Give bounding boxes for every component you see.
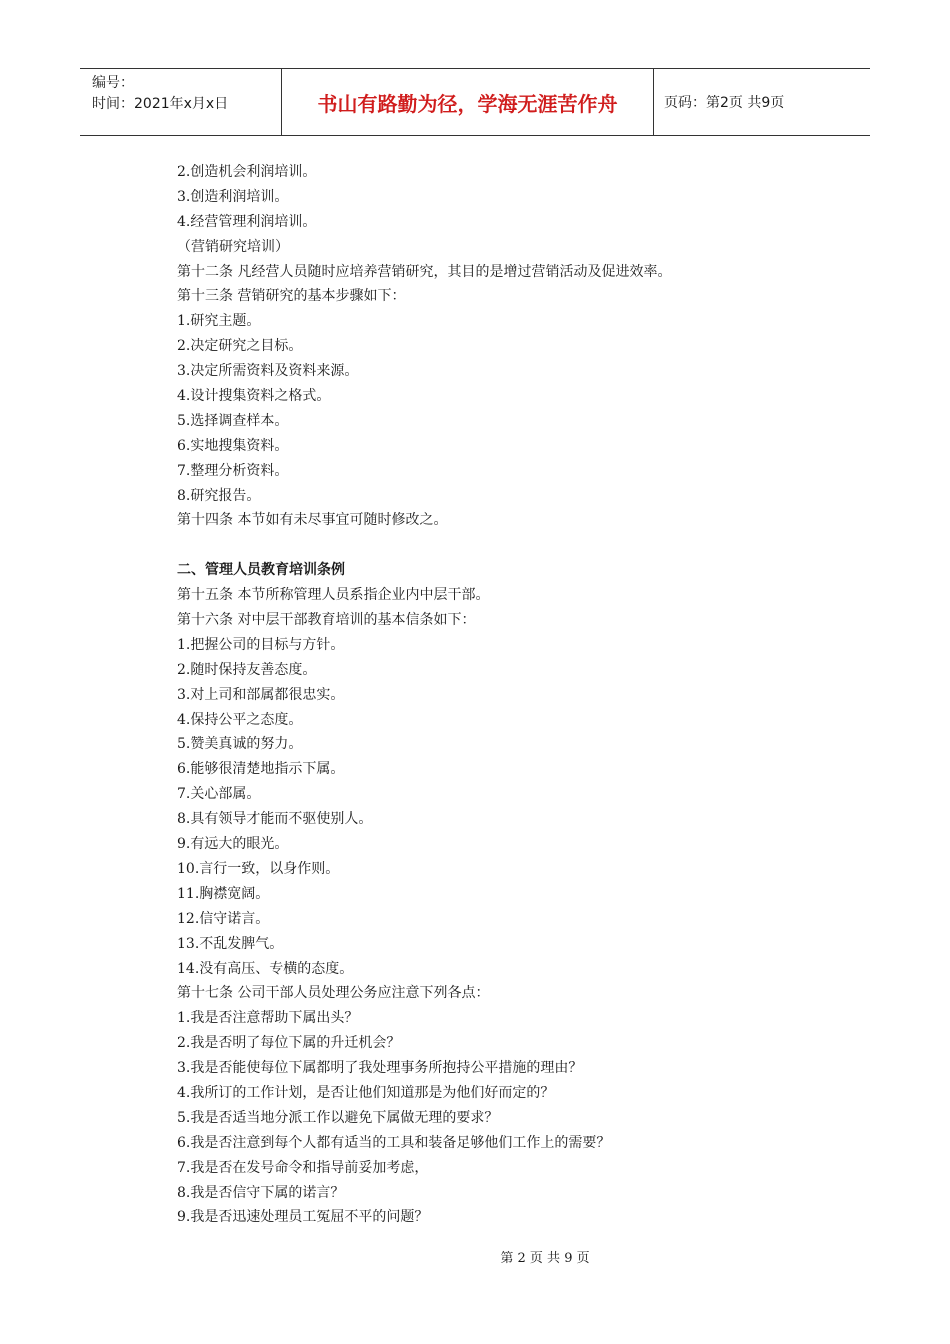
- body-line: 第十六条 对中层干部教育培训的基本信条如下：: [177, 612, 476, 629]
- body-line: 5.我是否适当地分派工作以避免下属做无理的要求？: [177, 1109, 499, 1126]
- body-line: 11.胸襟宽阔。: [177, 885, 270, 902]
- document-header: [80, 68, 870, 136]
- body-line: （营销研究培训）: [177, 238, 289, 255]
- body-line: 10.言行一致，以身作则。: [177, 860, 340, 877]
- document-body: [177, 160, 877, 1230]
- body-line: 2.我是否明了每位下属的升迁机会？: [177, 1035, 401, 1052]
- document-number-label: 编号：: [92, 75, 134, 91]
- body-line: 6.实地搜集资料。: [177, 437, 289, 454]
- header-page-info: 页码：第2页 共9页: [664, 95, 785, 111]
- body-line: 第十二条 凡经营人员随时应培养营销研究，其目的是增过营销活动及促进效率。: [177, 263, 672, 280]
- body-line: 8.研究报告。: [177, 487, 261, 504]
- section-heading: 二、管理人员教育培训条例: [177, 562, 345, 579]
- body-line: 4.保持公平之态度。: [177, 711, 303, 728]
- body-line: 8.具有领导才能而不驱使别人。: [177, 811, 373, 828]
- body-line: 第十七条 公司干部人员处理公务应注意下列各点：: [177, 985, 490, 1002]
- body-line: 6.能够很清楚地指示下属。: [177, 761, 345, 778]
- paragraph-gap: [177, 533, 877, 558]
- body-line: 4.我所订的工作计划，是否让他们知道那是为他们好而定的？: [177, 1084, 555, 1101]
- body-line: 9.有远大的眼光。: [177, 836, 289, 853]
- body-line: 5.赞美真诚的努力。: [177, 736, 303, 753]
- section-two-lines: [177, 583, 877, 1230]
- body-line: 5.选择调查样本。: [177, 412, 289, 429]
- body-line: 8.我是否信守下属的诺言？: [177, 1184, 345, 1201]
- body-line: 3.对上司和部属都很忠实。: [177, 686, 345, 703]
- body-line: 2.决定研究之目标。: [177, 338, 303, 355]
- body-line: 第十三条 营销研究的基本步骤如下：: [177, 288, 406, 305]
- body-line: 1.研究主题。: [177, 313, 261, 330]
- body-line: 6.我是否注意到每个人都有适当的工具和装备足够他们工作上的需要？: [177, 1134, 611, 1151]
- body-line: 2.创造机会利润培训。: [177, 164, 317, 180]
- header-motto: 书山有路勤为径，学海无涯苦作舟: [282, 69, 654, 135]
- body-line: 7.整理分析资料。: [177, 462, 289, 479]
- body-line: 7.关心部属。: [177, 786, 261, 803]
- header-meta: [80, 69, 282, 135]
- document-date: 时间：2021年x月x日: [92, 96, 229, 112]
- body-line: 7.我是否在发号命令和指导前妥加考虑，: [177, 1159, 429, 1176]
- body-line: 9.我是否迅速处理员工冤屈不平的问题？: [177, 1209, 429, 1226]
- body-line: 1.把握公司的目标与方针。: [177, 636, 345, 653]
- body-line: 第十四条 本节如有未尽事宜可随时修改之。: [177, 512, 448, 529]
- body-line: 2.随时保持友善态度。: [177, 661, 317, 678]
- body-line: 4.设计搜集资料之格式。: [177, 388, 331, 405]
- body-line: 13.不乱发脾气。: [177, 935, 284, 952]
- page-footer: 第 2 页 共 9 页: [500, 1251, 590, 1266]
- body-line: 1.我是否注意帮助下属出头？: [177, 1010, 359, 1027]
- body-line: 12.信守诺言。: [177, 910, 270, 927]
- section-one-lines: [177, 160, 877, 533]
- body-line: 14.没有高压、专横的态度。: [177, 960, 354, 977]
- body-line: 4.经营管理利润培训。: [177, 213, 317, 230]
- body-line: 第十五条 本节所称管理人员系指企业内中层干部。: [177, 587, 490, 604]
- body-line: 3.我是否能使每位下属都明了我处理事务所抱持公平措施的理由？: [177, 1060, 583, 1077]
- body-line: 3.决定所需资料及资料来源。: [177, 363, 359, 380]
- body-line: 3.创造利润培训。: [177, 188, 289, 205]
